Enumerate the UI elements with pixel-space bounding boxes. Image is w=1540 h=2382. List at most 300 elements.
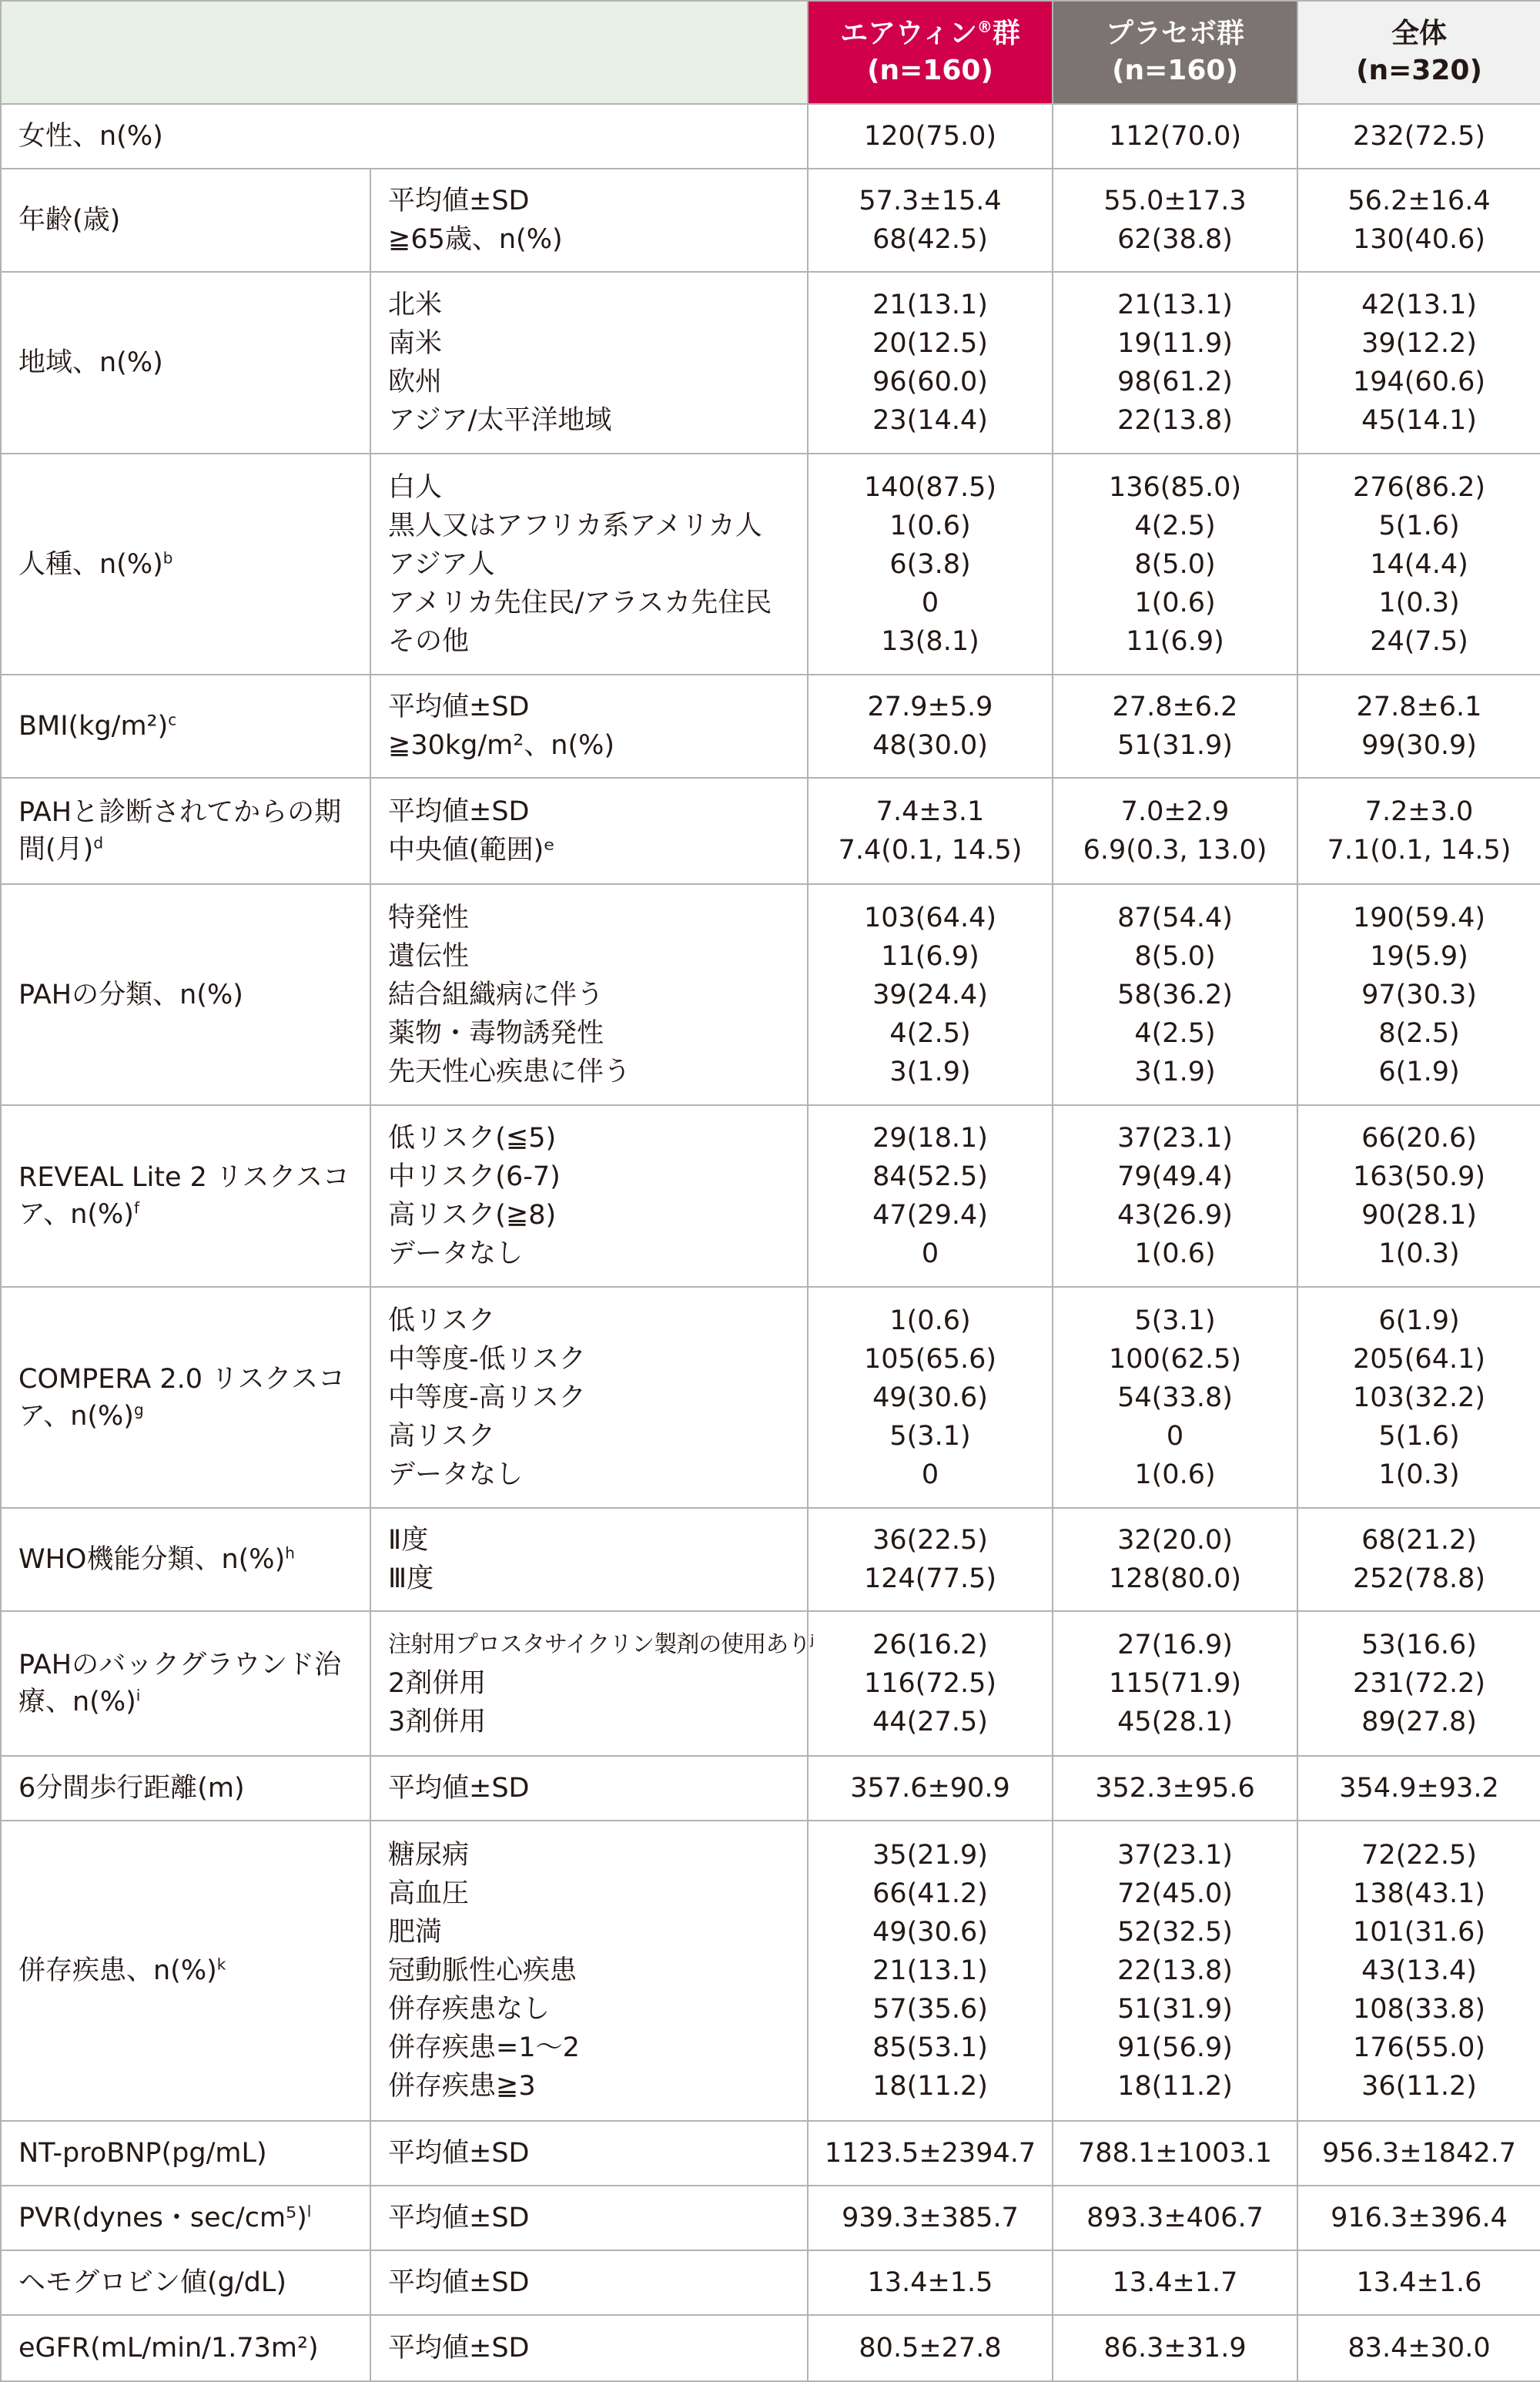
airwin-value-cell — [808, 2250, 1053, 2315]
value-item: 1(0.6) — [1134, 587, 1216, 618]
overall-value-cell — [1297, 454, 1540, 675]
value-item: 99(30.9) — [1361, 730, 1477, 761]
row-label-text: 6分間歩行距離(m) — [18, 1773, 245, 1804]
sublabel-item: 中央値(範囲)ᵉ — [388, 835, 555, 866]
value-item: 91(56.9) — [1117, 2032, 1233, 2063]
header-airwin-group — [808, 1, 1053, 104]
footnote-marker: b — [162, 548, 173, 567]
airwin-value-cell — [808, 1611, 1053, 1756]
row-sublabels — [370, 1611, 814, 1756]
table-row — [1, 884, 1540, 1105]
row-label-text: eGFR(mL/min/1.73m²) — [18, 2333, 319, 2364]
airwin-value-cell — [808, 272, 1053, 454]
value-item: 43(26.9) — [1117, 1200, 1233, 1231]
value-item: 13(8.1) — [881, 625, 979, 657]
value-item: 6(3.8) — [889, 548, 971, 580]
table-row — [1, 2315, 1540, 2381]
airwin-value-cell — [808, 454, 1053, 675]
row-label-text: COMPERA 2.0 リスクスコア、n(%) — [18, 1363, 346, 1432]
value-item: 20(12.5) — [872, 328, 988, 359]
footnote-marker: k — [216, 1955, 226, 1974]
placebo-value-cell — [1053, 2315, 1297, 2381]
value-item: 5(3.1) — [889, 1420, 971, 1452]
row-label — [1, 104, 808, 169]
overall-value-cell — [1297, 1287, 1540, 1508]
value-item: 7.0±2.9 — [1120, 796, 1230, 827]
row-label — [1, 2186, 370, 2250]
value-item: 103(32.2) — [1352, 1382, 1486, 1413]
row-label — [1, 1756, 370, 1821]
sublabel-item: 併存疾患=1～2 — [388, 2032, 580, 2063]
value-item: 103(64.4) — [863, 902, 997, 933]
value-item: 36(22.5) — [872, 1525, 988, 1556]
value-item: 42(13.1) — [1361, 290, 1477, 320]
footnote-marker: l — [306, 2202, 312, 2221]
sublabel-item: 欧州 — [388, 367, 443, 397]
value-item: 190(59.4) — [1352, 902, 1486, 933]
value-item: 45(14.1) — [1361, 405, 1477, 436]
row-sublabels — [370, 454, 808, 675]
sublabel-item: 平均値±SD — [388, 2138, 530, 2169]
table-row — [1, 454, 1540, 675]
sublabel-item: 南米 — [388, 328, 443, 359]
value-item: 0 — [921, 1238, 939, 1269]
placebo-value-cell — [1053, 454, 1297, 675]
value-item: 55.0±17.3 — [1103, 186, 1247, 216]
value-item: 7.4(0.1, 14.5) — [838, 835, 1023, 866]
value-item: 35(21.9) — [872, 1840, 988, 1871]
row-label-text: NT-proBNP(pg/mL) — [18, 2138, 267, 2169]
overall-value-cell — [1297, 169, 1540, 272]
value-item: 252(78.8) — [1352, 1563, 1486, 1594]
value-item: 68(21.2) — [1361, 1525, 1477, 1556]
value-item: 101(31.6) — [1352, 1917, 1486, 1948]
value-item: 354.9±93.2 — [1339, 1773, 1499, 1804]
sublabel-item: 白人 — [388, 471, 443, 503]
sublabel-item: 注射用プロスタサイクリン製剤の使用ありʲ — [388, 1631, 814, 1658]
row-label-text: WHO機能分類、n(%) — [18, 1544, 286, 1575]
value-item: 8(5.0) — [1134, 940, 1216, 972]
value-item: 205(64.1) — [1352, 1343, 1486, 1375]
sublabel-item: 中リスク(6-7) — [388, 1161, 561, 1192]
value-item: 5(3.1) — [1134, 1305, 1216, 1336]
value-item: 66(41.2) — [872, 1878, 988, 1909]
row-label-text: ヘモグロビン値(g/dL) — [18, 2267, 287, 2298]
value-item: 18(11.2) — [1117, 2071, 1233, 2102]
sublabel-item: Ⅱ度 — [388, 1525, 429, 1556]
value-item: 52(32.5) — [1117, 1917, 1233, 1948]
table-row — [1, 2186, 1540, 2250]
sublabel-item: 遺伝性 — [388, 940, 470, 972]
row-label-text: PAHの分類、n(%) — [18, 979, 243, 1010]
value-item: 140(87.5) — [863, 471, 997, 503]
value-item: 276(86.2) — [1352, 471, 1486, 503]
placebo-value-cell — [1053, 2250, 1297, 2315]
row-sublabels — [370, 1287, 808, 1508]
sublabel-item: 冠動脈性心疾患 — [388, 1955, 578, 1986]
value-item: 8(5.0) — [1134, 548, 1216, 580]
sublabel-item: 特発性 — [388, 902, 470, 933]
value-item: 4(2.5) — [1134, 1017, 1216, 1049]
row-label-text: PAHのバックグラウンド治療、n(%) — [18, 1650, 342, 1717]
sublabel-item: 平均値±SD — [388, 692, 530, 722]
value-item: 1(0.3) — [1378, 1459, 1460, 1490]
airwin-value-cell — [808, 884, 1053, 1105]
value-item: 11(6.9) — [881, 940, 979, 972]
sublabel-item: 中等度-高リスク — [388, 1382, 586, 1413]
row-sublabels — [370, 1105, 808, 1287]
value-item: 58(36.2) — [1117, 979, 1233, 1010]
value-item: 194(60.6) — [1352, 367, 1486, 397]
sublabel-item: 北米 — [388, 290, 443, 320]
overall-value-cell — [1297, 2121, 1540, 2186]
value-item: 14(4.4) — [1370, 548, 1468, 580]
value-item: 788.1±1003.1 — [1078, 2138, 1272, 2169]
value-item: 231(72.2) — [1352, 1668, 1486, 1699]
overall-value-cell — [1297, 1611, 1540, 1756]
row-sublabels — [370, 272, 808, 454]
sublabel-item: 平均値±SD — [388, 796, 530, 827]
value-item: 39(12.2) — [1361, 328, 1477, 359]
footnote-marker: g — [133, 1399, 144, 1419]
value-item: 49(30.6) — [872, 1382, 988, 1413]
overall-value-cell — [1297, 2186, 1540, 2250]
overall-value-cell — [1297, 1821, 1540, 2121]
value-item: 120(75.0) — [863, 121, 997, 152]
placebo-value-cell — [1053, 1508, 1297, 1611]
row-label — [1, 1508, 370, 1611]
value-item: 84(52.5) — [872, 1161, 988, 1192]
row-sublabels — [370, 169, 808, 272]
value-item: 39(24.4) — [872, 979, 988, 1010]
sublabel-item: Ⅲ度 — [388, 1563, 434, 1594]
overall-value-cell — [1297, 104, 1540, 169]
row-sublabels — [370, 1508, 808, 1611]
row-label — [1, 1287, 370, 1508]
value-item: 163(50.9) — [1352, 1161, 1486, 1192]
row-label-text: PAHと診断されてからの期間(月) — [18, 797, 342, 865]
value-item: 7.2±3.0 — [1364, 796, 1474, 827]
value-item: 27.9±5.9 — [867, 692, 993, 722]
airwin-value-cell — [808, 675, 1053, 778]
row-label — [1, 675, 370, 778]
value-item: 89(27.8) — [1361, 1707, 1477, 1737]
placebo-value-cell — [1053, 884, 1297, 1105]
overall-group-n: (n=320) — [1356, 55, 1482, 86]
value-item: 18(11.2) — [872, 2071, 988, 2102]
table-row — [1, 675, 1540, 778]
value-item: 43(13.4) — [1361, 1955, 1477, 1986]
airwin-value-cell — [808, 1756, 1053, 1821]
overall-value-cell — [1297, 272, 1540, 454]
value-item: 1(0.6) — [889, 1305, 971, 1336]
value-item: 27(16.9) — [1117, 1630, 1233, 1660]
placebo-value-cell — [1053, 169, 1297, 272]
value-item: 916.3±396.4 — [1331, 2203, 1508, 2233]
value-item: 36(11.2) — [1361, 2071, 1477, 2102]
value-item: 1(0.6) — [1134, 1238, 1216, 1269]
table-row — [1, 169, 1540, 272]
header-overall-group — [1297, 1, 1540, 104]
overall-value-cell — [1297, 1105, 1540, 1287]
row-sublabels — [370, 2250, 808, 2315]
table-row — [1, 1821, 1540, 2121]
table-row — [1, 778, 1540, 884]
row-label — [1, 778, 370, 884]
sublabel-item: 平均値±SD — [388, 2203, 530, 2233]
value-item: 19(11.9) — [1117, 328, 1233, 359]
value-item: 108(33.8) — [1352, 1994, 1486, 2025]
row-label — [1, 1105, 370, 1287]
placebo-value-cell — [1053, 272, 1297, 454]
value-item: 115(71.9) — [1108, 1668, 1242, 1699]
table-row — [1, 1611, 1540, 1756]
sublabel-item: 高血圧 — [388, 1878, 470, 1909]
row-label-text: 年齢(歳) — [18, 205, 121, 236]
value-item: 72(22.5) — [1361, 1840, 1477, 1871]
registered-mark: ® — [976, 18, 993, 36]
footnote-marker: c — [168, 710, 177, 729]
placebo-value-cell — [1053, 2186, 1297, 2250]
row-label — [1, 2121, 370, 2186]
value-item: 26(16.2) — [872, 1630, 988, 1660]
row-label — [1, 454, 370, 675]
row-label-text: REVEAL Lite 2 リスクスコア、n(%) — [18, 1162, 350, 1230]
sublabel-item: データなし — [388, 1238, 524, 1269]
sublabel-item: ≧30kg/m²、n(%) — [388, 730, 615, 761]
sublabel-item: 高リスク — [388, 1420, 496, 1452]
sublabel-item: 低リスク — [388, 1305, 496, 1336]
sublabel-item: 平均値±SD — [388, 2267, 530, 2298]
sublabel-item: 併存疾患なし — [388, 1994, 551, 2025]
row-sublabels — [370, 675, 808, 778]
placebo-value-cell — [1053, 1611, 1297, 1756]
sublabel-item: 平均値±SD — [388, 2333, 530, 2364]
value-item: 5(1.6) — [1378, 1420, 1460, 1452]
value-item: 21(13.1) — [872, 290, 988, 320]
value-item: 3(1.9) — [1134, 1056, 1216, 1087]
value-item: 7.1(0.1, 14.5) — [1327, 835, 1512, 866]
value-item: 138(43.1) — [1352, 1878, 1486, 1909]
table-row — [1, 272, 1540, 454]
placebo-value-cell — [1053, 2121, 1297, 2186]
row-label — [1, 272, 370, 454]
value-item: 86.3±31.9 — [1103, 2333, 1247, 2364]
row-label-text: 女性、n(%) — [18, 121, 163, 152]
table-row — [1, 2250, 1540, 2315]
sublabel-item: 平均値±SD — [388, 1773, 530, 1804]
sublabel-item: 肥満 — [388, 1917, 443, 1948]
value-item: 27.8±6.1 — [1356, 692, 1482, 722]
value-item: 27.8±6.2 — [1112, 692, 1238, 722]
airwin-value-cell — [808, 169, 1053, 272]
value-item: 357.6±90.9 — [850, 1773, 1010, 1804]
table-row — [1, 1105, 1540, 1287]
row-label — [1, 884, 370, 1105]
header-placebo-group — [1053, 1, 1297, 104]
airwin-group-suffix: 群 — [992, 18, 1020, 49]
value-item: 893.3±406.7 — [1086, 2203, 1264, 2233]
value-item: 54(33.8) — [1117, 1382, 1233, 1413]
value-item: 56.2±16.4 — [1348, 186, 1491, 216]
table-row — [1, 1287, 1540, 1508]
airwin-value-cell — [808, 778, 1053, 884]
value-item: 51(31.9) — [1117, 1994, 1233, 2025]
value-item: 939.3±385.7 — [842, 2203, 1019, 2233]
value-item: 21(13.1) — [872, 1955, 988, 1986]
airwin-value-cell — [808, 1508, 1053, 1611]
value-item: 8(2.5) — [1378, 1017, 1460, 1049]
overall-value-cell — [1297, 778, 1540, 884]
value-item: 6.9(0.3, 13.0) — [1083, 835, 1267, 866]
value-item: 100(62.5) — [1108, 1343, 1242, 1375]
row-label — [1, 1611, 370, 1756]
value-item: 130(40.6) — [1352, 224, 1486, 255]
value-item: 352.3±95.6 — [1095, 1773, 1255, 1804]
value-item: 22(13.8) — [1117, 405, 1233, 436]
value-item: 23(14.4) — [872, 405, 988, 436]
row-sublabels — [370, 778, 808, 884]
value-item: 13.4±1.6 — [1356, 2267, 1482, 2298]
airwin-value-cell — [808, 1821, 1053, 2121]
overall-group-name: 全体 — [1391, 18, 1447, 49]
airwin-value-cell — [808, 1287, 1053, 1508]
airwin-value-cell — [808, 2315, 1053, 2381]
value-item: 176(55.0) — [1352, 2032, 1486, 2063]
value-item: 136(85.0) — [1108, 471, 1242, 503]
sublabel-item: 低リスク(≦5) — [388, 1123, 557, 1154]
value-item: 6(1.9) — [1378, 1056, 1460, 1087]
table-row — [1, 1508, 1540, 1611]
row-sublabels — [370, 2315, 808, 2381]
value-item: 3(1.9) — [889, 1056, 971, 1087]
sublabel-item: 併存疾患≧3 — [388, 2071, 536, 2102]
row-sublabels — [370, 2121, 808, 2186]
sublabel-item: アジア人 — [388, 548, 495, 580]
overall-value-cell — [1297, 1756, 1540, 1821]
value-item: 112(70.0) — [1108, 121, 1242, 152]
value-item: 57(35.6) — [872, 1994, 988, 2025]
overall-value-cell — [1297, 2250, 1540, 2315]
placebo-value-cell — [1053, 104, 1297, 169]
value-item: 956.3±1842.7 — [1322, 2138, 1516, 2169]
value-item: 4(2.5) — [889, 1017, 971, 1049]
table-row — [1, 104, 1540, 169]
value-item: 5(1.6) — [1378, 510, 1460, 541]
placebo-value-cell — [1053, 1821, 1297, 2121]
placebo-value-cell — [1053, 675, 1297, 778]
sublabel-item: ≧65歳、n(%) — [388, 224, 563, 255]
placebo-value-cell — [1053, 1287, 1297, 1508]
footnote-marker: i — [136, 1686, 141, 1705]
value-item: 29(18.1) — [872, 1123, 988, 1154]
overall-value-cell — [1297, 2315, 1540, 2381]
value-item: 1(0.3) — [1378, 1238, 1460, 1269]
value-item: 22(13.8) — [1117, 1955, 1233, 1986]
airwin-value-cell — [808, 1105, 1053, 1287]
value-item: 13.4±1.7 — [1112, 2267, 1238, 2298]
airwin-value-cell — [808, 104, 1053, 169]
value-item: 105(65.6) — [863, 1343, 997, 1375]
header-row — [1, 1, 1540, 104]
value-item: 87(54.4) — [1117, 902, 1233, 933]
sublabel-item: 結合組織病に伴う — [388, 979, 604, 1010]
row-label — [1, 169, 370, 272]
row-sublabels — [370, 1756, 808, 1821]
placebo-value-cell — [1053, 1105, 1297, 1287]
value-item: 85(53.1) — [872, 2032, 988, 2063]
overall-value-cell — [1297, 675, 1540, 778]
row-label — [1, 1821, 370, 2121]
footnote-marker: h — [285, 1543, 295, 1563]
sublabel-item: データなし — [388, 1459, 524, 1490]
value-item: 90(28.1) — [1361, 1200, 1477, 1231]
sublabel-item: 2剤併用 — [388, 1668, 487, 1699]
footnote-marker: f — [133, 1198, 139, 1218]
row-label — [1, 2315, 370, 2381]
value-item: 80.5±27.8 — [859, 2333, 1002, 2364]
value-item: 1123.5±2394.7 — [824, 2138, 1036, 2169]
value-item: 32(20.0) — [1117, 1525, 1233, 1556]
sublabel-item: 黒人又はアフリカ系アメリカ人 — [388, 510, 762, 541]
sublabel-item: 先天性心疾患に伴う — [388, 1056, 631, 1087]
value-item: 53(16.6) — [1361, 1630, 1477, 1660]
value-item: 66(20.6) — [1361, 1123, 1477, 1154]
row-label-text: 人種、n(%) — [18, 548, 163, 580]
value-item: 79(49.4) — [1117, 1161, 1233, 1192]
sublabel-item: その他 — [388, 625, 470, 657]
value-item: 1(0.6) — [1134, 1459, 1216, 1490]
footnote-marker: d — [93, 833, 104, 853]
sublabel-item: 3剤併用 — [388, 1707, 487, 1737]
row-sublabels — [370, 1821, 808, 2121]
sublabel-item: アメリカ先住民/アラスカ先住民 — [388, 587, 772, 618]
value-item: 83.4±30.0 — [1348, 2333, 1491, 2364]
value-item: 57.3±15.4 — [859, 186, 1002, 216]
value-item: 19(5.9) — [1370, 940, 1468, 972]
value-item: 0 — [921, 1459, 939, 1490]
value-item: 48(30.0) — [872, 730, 988, 761]
value-item: 1(0.3) — [1378, 587, 1460, 618]
value-item: 11(6.9) — [1126, 625, 1224, 657]
table-row — [1, 1756, 1540, 1821]
value-item: 124(77.5) — [863, 1563, 997, 1594]
placebo-value-cell — [1053, 778, 1297, 884]
value-item: 1(0.6) — [889, 510, 971, 541]
row-label-text: 併存疾患、n(%) — [18, 1955, 217, 1986]
value-item: 62(38.8) — [1117, 224, 1233, 255]
sublabel-item: 糖尿病 — [388, 1840, 470, 1871]
sublabel-item: アジア/太平洋地域 — [388, 405, 612, 436]
airwin-group-n: (n=160) — [867, 55, 993, 86]
placebo-value-cell — [1053, 1756, 1297, 1821]
row-sublabels — [370, 2186, 808, 2250]
value-item: 45(28.1) — [1117, 1707, 1233, 1737]
placebo-group-name: プラセボ群 — [1105, 18, 1244, 49]
row-label-text: PVR(dynes・sec/cm⁵) — [18, 2203, 307, 2233]
value-item: 0 — [1166, 1420, 1184, 1452]
header-blank-cell — [1, 1, 808, 104]
sublabel-item: 中等度-低リスク — [388, 1343, 586, 1375]
value-item: 97(30.3) — [1361, 979, 1477, 1010]
value-item: 44(27.5) — [872, 1707, 988, 1737]
value-item: 98(61.2) — [1117, 367, 1233, 397]
value-item: 37(23.1) — [1117, 1840, 1233, 1871]
value-item: 232(72.5) — [1352, 121, 1486, 152]
value-item: 6(1.9) — [1378, 1305, 1460, 1336]
overall-value-cell — [1297, 884, 1540, 1105]
sublabel-item: 平均値±SD — [388, 186, 530, 216]
